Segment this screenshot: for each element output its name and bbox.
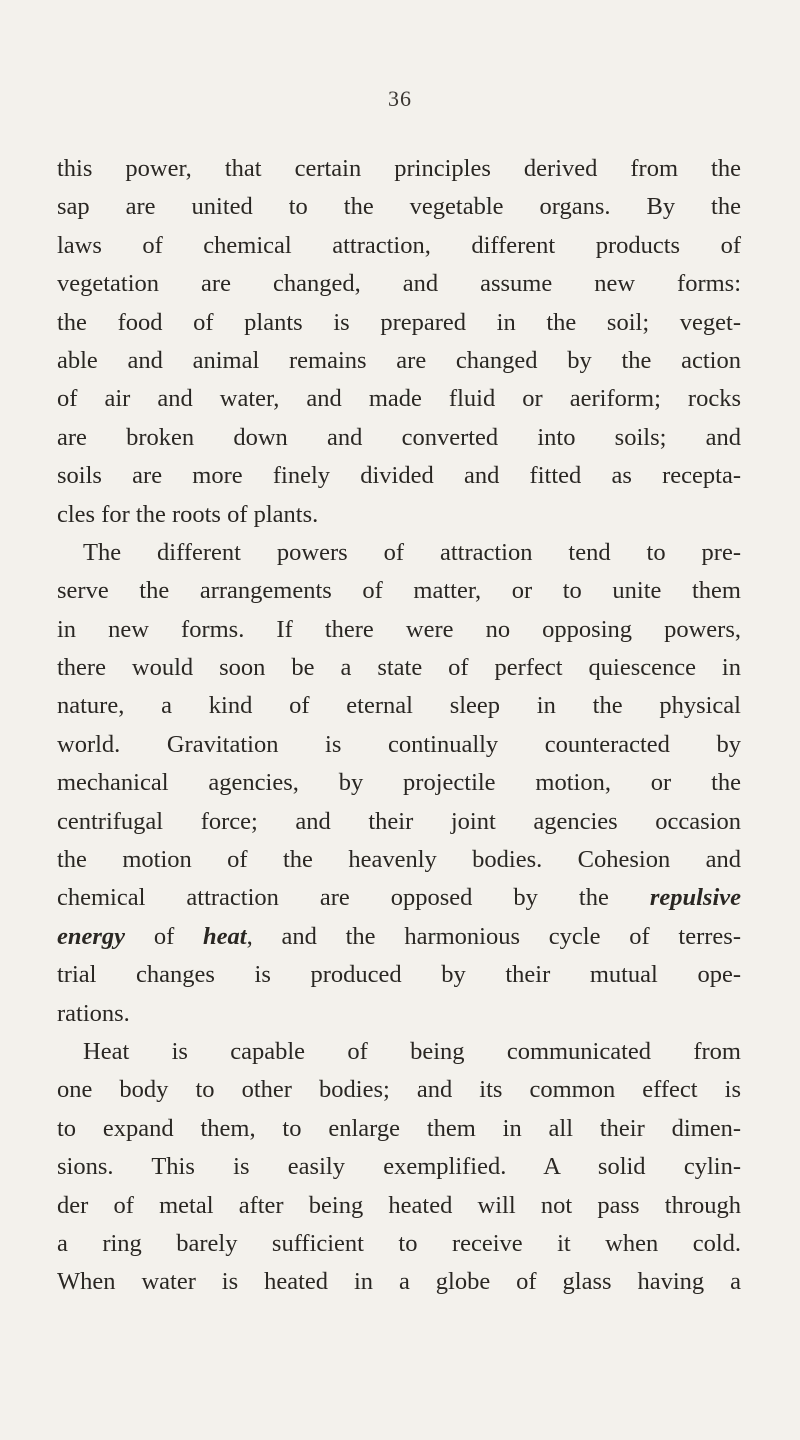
text-line: centrifugal force; and their joint agencies occasion	[57, 807, 741, 835]
text-line: in new forms. If there were no opposing powers,	[57, 615, 741, 643]
text-line: to expand them, to enlarge them in all their dimen-	[57, 1114, 741, 1142]
text-line: nature, a kind of eternal sleep in the physical	[57, 692, 741, 720]
paragraph-start-line: Heat is capable of being communicated from	[83, 1037, 741, 1065]
text-line: vegetation are changed, and assume new forms:	[57, 270, 741, 298]
text-line: this power, that certain principles derived from the	[57, 155, 741, 182]
page-number: 36	[388, 86, 412, 111]
body-text	[57, 150, 741, 1302]
text-line: der of metal after being heated will not pass through	[57, 1191, 741, 1219]
line-segment: of	[125, 922, 204, 950]
text-line: a ring barely sufficient to receive it when cold.	[57, 1229, 741, 1257]
italic-term: heat	[203, 922, 247, 950]
text-line: there would soon be a state of perfect quiescence in	[57, 654, 741, 682]
italic-term: repulsive	[649, 884, 741, 912]
text-line: sap are united to the vegetable organs. By the	[57, 193, 741, 221]
text-line: serve the arrangements of matter, or to unite them	[57, 577, 741, 605]
text-line: soils are more finely divided and fitted as recepta-	[57, 462, 741, 490]
text-line: laws of chemical attraction, different products of	[57, 231, 741, 259]
paragraph-start-line: The different powers of attraction tend to pre-	[83, 538, 741, 566]
text-line: world. Gravitation is continually counteracted by	[57, 730, 741, 758]
text-line	[57, 879, 741, 917]
text-line: the food of plants is prepared in the soil; veget-	[57, 308, 741, 336]
text-line: sions. This is easily exemplified. A solid cylin-	[57, 1153, 741, 1181]
text-line: the motion of the heavenly bodies. Cohesion and	[57, 846, 741, 874]
text-line: of air and water, and made fluid or aeriform; rocks	[57, 385, 741, 413]
text-line	[57, 918, 741, 956]
text-line: trial changes is produced by their mutual ope-	[57, 961, 741, 989]
text-line: rations.	[57, 999, 130, 1027]
text-line: cles for the roots of plants.	[57, 500, 319, 528]
line-segment: chemical attraction are opposed by the	[57, 884, 650, 912]
text-line: able and animal remains are changed by the action	[57, 346, 741, 374]
text-line: are broken down and converted into soils; and	[57, 423, 741, 451]
text-line: When water is heated in a globe of glass having a	[57, 1268, 741, 1296]
italic-term: energy	[57, 922, 126, 950]
text-line: one body to other bodies; and its common effect is	[57, 1076, 741, 1104]
text-line: mechanical agencies, by projectile motion, or the	[57, 769, 741, 797]
line-segment: , and the harmonious cycle of terres-	[246, 922, 741, 950]
